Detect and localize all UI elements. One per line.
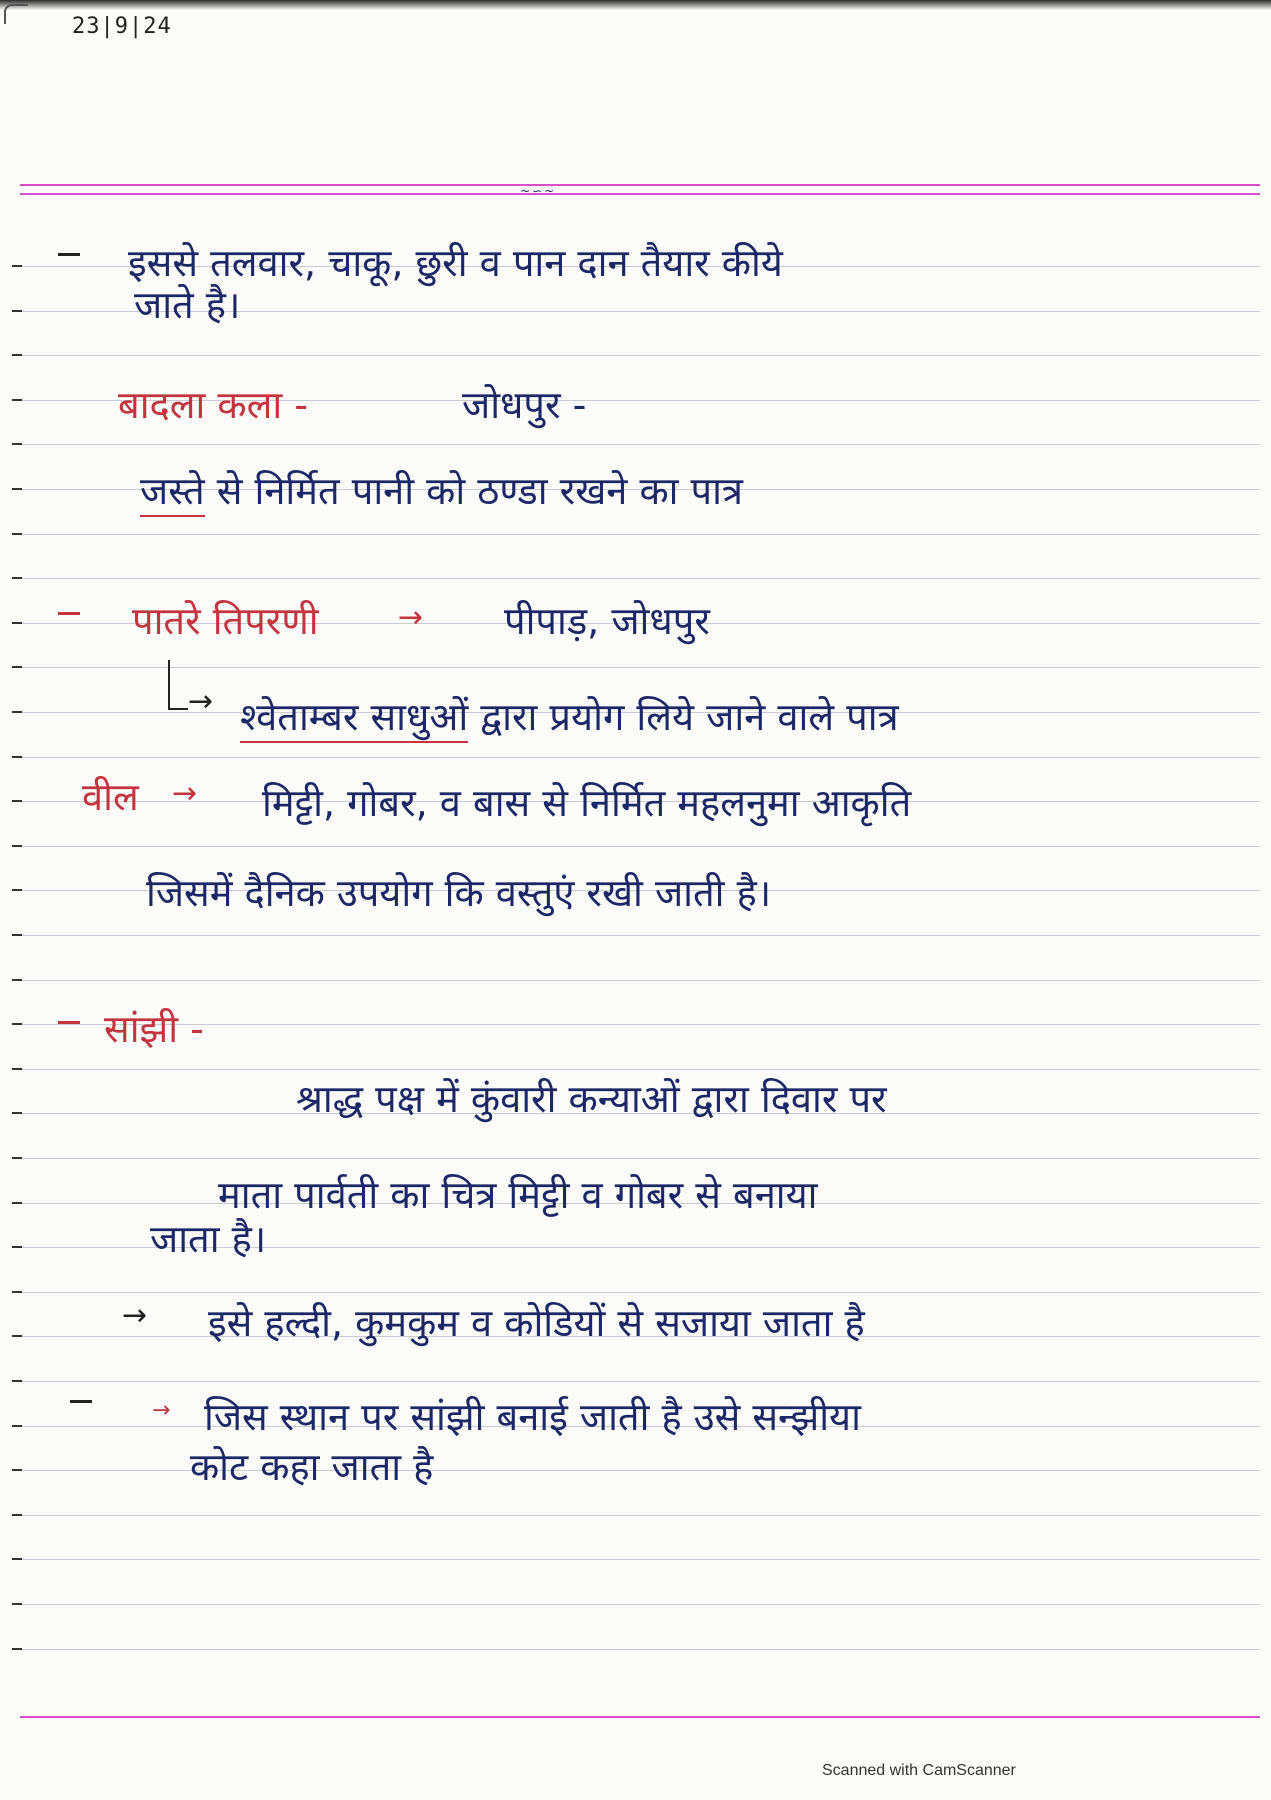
margin-tick: [12, 1246, 22, 1248]
margin-tick: [12, 533, 22, 535]
arrow-icon: →: [122, 1298, 148, 1333]
top-margin-line-double: [20, 193, 1260, 195]
ruled-line: [20, 1559, 1260, 1560]
ruled-line: [20, 1604, 1260, 1605]
margin-tick: [12, 399, 22, 401]
margin-tick: [12, 845, 22, 847]
underlined-word: जस्ते: [140, 469, 205, 517]
arrow-icon: →: [152, 1398, 171, 1423]
ruled-line: [20, 980, 1260, 981]
text-line: श्राद्ध पक्ष में कुंवारी कन्याओं द्वारा दिवार पर: [296, 1077, 887, 1121]
margin-tick: [12, 1380, 22, 1382]
margin-tick: [12, 1425, 22, 1427]
margin-tick: [12, 1558, 22, 1560]
bullet-dash: [58, 1021, 80, 1024]
underlined-phrase: श्वेताम्बर साधुओं: [240, 695, 468, 743]
scanner-watermark: Scanned with CamScanner: [822, 1762, 1016, 1779]
margin-tick: [12, 711, 22, 713]
margin-tick: [12, 934, 22, 936]
text-line: [240, 690, 899, 742]
place-text: पीपाड़, जोधपुर: [504, 599, 710, 643]
section-heading-badla: बादला कला -: [118, 383, 308, 427]
page-date: 23|9|24: [72, 14, 172, 39]
margin-tick: [12, 310, 22, 312]
header-flourish-icon: ~∽~: [520, 184, 557, 198]
ruled-line: [20, 444, 1260, 445]
text-line: इसे हल्दी, कुमकुम व कोडियों से सजाया जाता है: [208, 1301, 865, 1345]
bullet-dash: [58, 612, 80, 615]
margin-tick: [12, 354, 22, 356]
text-fragment: द्वारा प्रयोग लिये जाने वाले पात्र: [480, 695, 899, 739]
bullet-dash: [70, 1400, 92, 1403]
text-line: जिस स्थान पर सांझी बनाई जाती है उसे सन्झीया: [204, 1395, 861, 1439]
ruled-line: [20, 846, 1260, 847]
text-line: जाता है।: [150, 1217, 267, 1261]
ruled-line: [20, 578, 1260, 579]
ruled-line: [20, 1381, 1260, 1382]
margin-tick: [12, 577, 22, 579]
ruled-line: [20, 757, 1260, 758]
ruled-line: [20, 1158, 1260, 1159]
margin-tick: [12, 1603, 22, 1605]
text-line: इससे तलवार, चाकू, छुरी व पान दान तैयार कीये: [128, 241, 783, 285]
ruled-line: [20, 935, 1260, 936]
ruled-line: [20, 1649, 1260, 1650]
margin-tick: [12, 800, 22, 802]
margin-tick: [12, 488, 22, 490]
page-corner-mark: [4, 4, 28, 24]
arrow-icon: →: [172, 776, 198, 811]
margin-tick: [12, 1291, 22, 1293]
place-text: जोधपुर -: [462, 383, 587, 427]
ruled-line: [20, 355, 1260, 356]
top-margin-line: [20, 184, 1260, 186]
text-line: जिसमें दैनिक उपयोग कि वस्तुएं रखी जाती है।: [146, 871, 772, 915]
margin-tick: [12, 1202, 22, 1204]
text-line: मिट्टी, गोबर, व बास से निर्मित महलनुमा आकृति: [262, 781, 912, 825]
margin-tick: [12, 756, 22, 758]
margin-tick: [12, 666, 22, 668]
margin-tick: [12, 1648, 22, 1650]
section-heading-sanjhi: सांझी -: [104, 1007, 204, 1051]
section-heading-veel: वील: [82, 775, 139, 819]
text-line: जाते है।: [134, 283, 241, 327]
margin-tick: [12, 1514, 22, 1516]
margin-tick: [12, 443, 22, 445]
bullet-dash: [58, 253, 80, 256]
ruled-line: [20, 1024, 1260, 1025]
margin-tick: [12, 1157, 22, 1159]
scan-top-shadow: [0, 0, 1271, 10]
margin-tick: [12, 1469, 22, 1471]
margin-tick: [12, 1335, 22, 1337]
margin-tick: [12, 1068, 22, 1070]
margin-tick: [12, 889, 22, 891]
arrow-icon: →: [398, 600, 424, 635]
margin-tick: [12, 1023, 22, 1025]
margin-tick: [12, 979, 22, 981]
text-line: [140, 464, 743, 516]
margin-tick: [12, 265, 22, 267]
text-line: कोट कहा जाता है: [190, 1445, 434, 1489]
ruled-line: [20, 1292, 1260, 1293]
ruled-line: [20, 1515, 1260, 1516]
ruled-line: [20, 1069, 1260, 1070]
ruled-line: [20, 534, 1260, 535]
branch-bracket-icon: [168, 660, 188, 710]
bottom-margin-line: [20, 1716, 1260, 1718]
text-line: माता पार्वती का चित्र मिट्टी व गोबर से बनाया: [218, 1173, 818, 1217]
ruled-line: [20, 667, 1260, 668]
text-fragment: से निर्मित पानी को ठण्डा रखने का पात्र: [216, 469, 743, 513]
arrow-icon: →: [188, 684, 214, 719]
margin-tick: [12, 622, 22, 624]
section-heading-patre: पातरे तिपरणी: [132, 599, 319, 643]
margin-tick: [12, 1112, 22, 1114]
